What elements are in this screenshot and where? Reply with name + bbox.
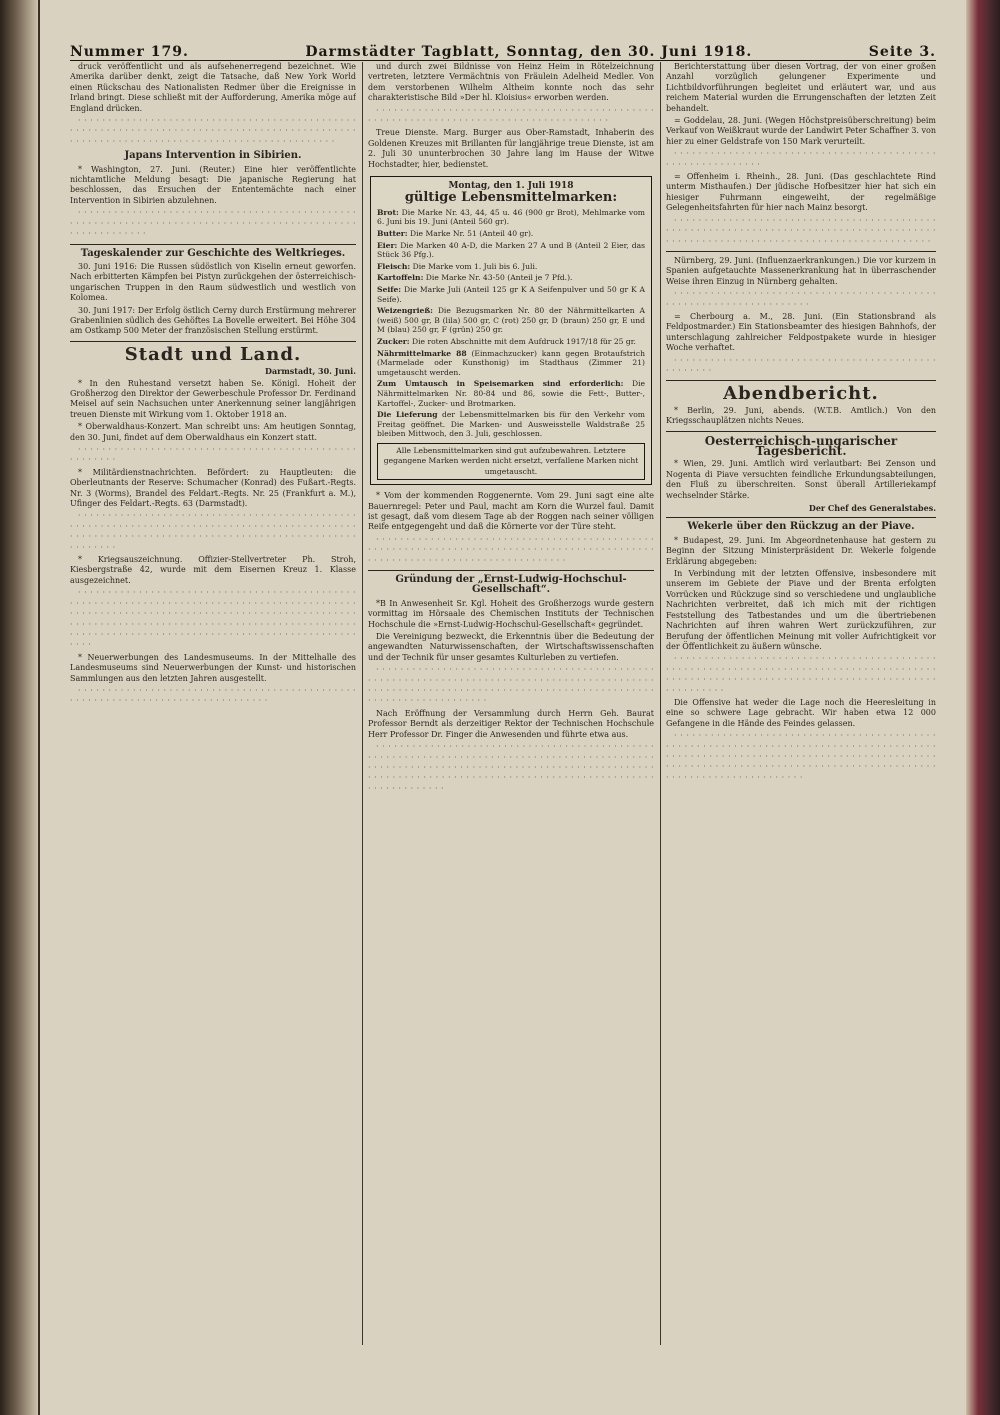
article-text-continuation: · · · · · · · · · · · · · · · · · · · · · · · · · · · · · · · · · · · · · · · · · · · · · · · · · · · · · · · · · · · · · · · · · · · · · · · · · · · · · · · (70, 685, 356, 706)
article-text-continuation: · · · · · · · · · · · · · · · · · · · · · · · · · · · · · · · · · · · · · · · · · · · · · · · · · · · · · · · · · · · · · · · · · · · · · · · · · · · · · · · · · · · · · · · · · · · · · · · · · · · · · · · · · · · · · · · · · · · · · · · · · · · · · · · · · · · · · · · · · · · · · (666, 654, 936, 695)
ration-item-label: Weizengrieß: (377, 306, 433, 316)
article-text-continuation: · · · · · · · · · · · · · · · · · · · · · · · · · · · · · · · · · · · · · · · · · · · · · · · · · · · · · · · · · · · · · · · · · · · · · · · · · · · · · · · · · · · · · · · · · · · · · · · · · · · · · · · · · · · · · · · · · · · · · · · · · · · · · · · · · · · · · · · · · (70, 116, 356, 146)
article-text: *B In Anwesenheit Sr. Kgl. Hoheit des Großherzogs wurde gestern vormittag im Hörsaale des Chemischen Instituts der Technischen Hochschule die »Ernst-Ludwig-Hochschul-Gesellschaft« gegründet. (368, 598, 654, 629)
ration-item-text: Die Marke Nr. 43, 44, 45 u. 46 (900 gr Brot), Mehlmarke vom 6. Juni bis 19. Juni (Anteil 560 gr). (377, 207, 645, 227)
article-text: Die Offensive hat weder die Lage noch die Heeresleitung in eine so schwere Lage gebracht. Wir haben etwa 12 000 Gefangene in die Hände des Feindes gelassen. (666, 697, 936, 728)
ration-item-text: Die Marke Nr. 43-50 (Anteil je 7 Pfd.). (425, 273, 573, 283)
ration-item (377, 306, 645, 335)
article-heading: Oesterreichisch-ungarischer Tagesbericht. (704, 433, 898, 458)
ration-item (377, 337, 645, 347)
ration-item (377, 349, 645, 378)
article-text: In Verbindung mit der letzten Offensive, insbesondere mit unserem im Gebiete der Piave und der Brenta erfolgten Vorrücken und Rückzuge sind so verschiedene und unglaubliche Nachrichten verbreitet, daß ich mich mit der richtigen Feststellung des Tatbestandes und um die übertriebenen Nachrichten auf ihren wahren Wert zurückzuführen, zur Berufung der öffentlichen Meinung mit voller Aufrichtigkeit vor der Öffentlichkeit zu äußern wünsche. (666, 569, 936, 651)
article-heading: Tageskalender zur Geschichte des Weltkrieges. (80, 247, 346, 259)
article-text-continuation: · · · · · · · · · · · · · · · · · · · · · · · · · · · · · · · · · · · · · · · · · · · · · · · · · · · · · · · · · · · · · · · · · · · · · · · · · · · · · · · · · · · · · · · · · · · · · · · · · · · · · · · · · · · · · · · · · · · · · · · · · · · · · · · · · · · · · · · · · · · · · · · · · · · · · · · · · · · · · · · · · · · · · · · · · · · · · · · · · · · · · · · · · · · · · · · · · · · · · · · · · · · · · · · · · · · · · · · · · · · · · · · · · · · · · · · · · · · · · · (70, 588, 356, 650)
newspaper-page (40, 0, 966, 1415)
paper-title-date: Darmstädter Tagblatt, Sonntag, den 30. Juni 1918. (305, 44, 753, 60)
article-text: Nach Eröffnung der Versammlung durch Herrn Geh. Baurat Professor Berndt als derzeitiger Rektor der Technischen Hochschule Herr Professor Dr. Finger die Anwesenden und führte etwa aus. (368, 708, 654, 739)
article-text: * In den Ruhestand versetzt haben Se. Königl. Hoheit der Großherzog den Direktor der Gewerbeschule Professor Dr. Ferdinand Meisel auf sein Nachsuchen unter Anerkennung seiner langjährigen treuen Dienste mit Wirkung vom 1. Oktober 1918 an. (70, 378, 356, 419)
ration-item-text: Die Bezugsmarken Nr. 80 der Nährmittelkarten A (weiß) 500 gr, B (lila) 500 gr, C (rot) 250 gr, D (braun) 250 gr, E und M (blau) 250 gr, F (grün) 250 gr. (377, 306, 645, 335)
notice-date: Montag, den 1. Juli 1918 (448, 181, 574, 192)
ration-item-label: Butter: (377, 229, 408, 239)
ration-item (377, 410, 645, 439)
article-text: * Vom der kommenden Roggenernte. Vom 29. Juni sagt eine alte Bauernregel: Peter und Paul, macht am Korn die Wurzel faul. Damit ist gesagt, daß vom diesem Tage ab der Roggen nach seiner völligen Reife entgegengeht und daß die Körnerte vor der Türe steht. (368, 491, 654, 532)
dateline: Darmstadt, 30. Juni. (265, 366, 356, 377)
issue-number: Nummer 179. (70, 44, 189, 60)
article-text-continuation: · · · · · · · · · · · · · · · · · · · · · · · · · · · · · · · · · · · · · · · · · · · · · · · · · · · · · · · · · · · (666, 149, 936, 169)
article-text: * Berlin, 29. Juni, abends. (W.T.B. Amtlich.) Von den Kriegsschauplätzen nichts Neues. (666, 405, 936, 426)
section-rule (666, 517, 936, 518)
ration-item-text: (Einmachzucker) kann gegen Brotaufstrich (Marmelade oder Kunsthonig) im Stadthaus (Zimmer 21) umgetauscht werden. (377, 348, 646, 377)
book-spine-left (0, 0, 38, 1415)
ration-item-label: Die Lieferung (377, 410, 438, 420)
ration-item-label: Seife: (377, 285, 402, 295)
section-rule (70, 341, 356, 342)
ration-item-text: Die Marke Juli (Anteil 125 gr K A Seifenpulver und 50 gr K A Seife). (377, 285, 645, 304)
section-heading: Stadt und Land. (124, 343, 302, 365)
page-number: Seite 3. (868, 44, 936, 60)
article-text: Die Vereinigung bezweckt, die Erkenntnis über die Bedeutung der angewandten Naturwissenschaften, der Wirtschaftswissenschaften und der Technik für unser gesamtes Kulturleben zu vertiefen. (368, 632, 654, 662)
article-text-continuation: · · · · · · · · · · · · · · · · · · · · · · · · · · · · · · · · · · · · · · · · · · · · · · · · · · · · · · · · · · · · · · · · · · · · · · · · · · · · · · · · · · · · · · · · · · · · · · · · · · · · · · · · · · · · · · · · · · · · · · · · · · · · · · · · · · · · · · · · · · · · · · · · · · · · · · · · · · · · · · · · · · · · · · · · · · · · · · · · · · · · · · · · · · · · · · · · · · · · · · (666, 731, 936, 782)
article-text: = Cherbourg a. M., 28. Juni. (Ein Stationsbrand als Feldpostmarder.) Ein Stationsbeamter des hiesigen Bahnhofs, der unterschlagung zahlreicher Feldpostpakete wurde in hiesiger Woche verhaftet. (666, 311, 936, 353)
article-text: und durch zwei Bildnisse von Heinz Heim in Rötelzeichnung vertreten, letztere Vermächtnis von Fräulein Adelheid Medler. Von dem verstorbenen Wilhelm Altheim konnte noch das sehr charakteristische Bild »Der hl. Kloisius« erworben werden. (368, 62, 654, 103)
calendar-entry: 30. Juni 1917: Der Erfolg östlich Cerny durch Erstürmung mehrerer Grabenlinien südlich des Gehöftes La Bovelle erweitert. Bei Höhe 304 am Ostkamp 500 Meter der französischen Stellung erstürmt. (70, 305, 356, 336)
article-text: * Washington, 27. Juni. (Reuter.) Eine hier veröffentlichte nichtamtliche Meldung besagt: Die japanische Regierung hat beschlossen, das Ersuchen der Ententemächte nach einer Intervention in Sibirien abzulehnen. (70, 164, 356, 205)
section-rule (666, 380, 936, 381)
article-text: = Goddelau, 28. Juni. (Wegen Höchstpreisüberschreitung) beim Verkauf von Weißkraut wurde der Landwirt Peter Schaffner 3. von hier zu einer Geldstrafe von 150 Mark verurteilt. (666, 116, 936, 146)
ration-card-notice (370, 176, 652, 485)
section-heading: Abendbericht. (723, 383, 879, 405)
article-text: druck veröffentlicht und als aufsehenerregend bezeichnet. Wie Amerika darüber denkt, zeigt die Tatsache, daß New York World einen Rückschau des Nationalisten Redmer über die Ereignisse in Irland bringt. Diese schließt mit der Aufforderung, Amerika möge auf England drücken. (70, 62, 356, 113)
article-heading: Japans Intervention in Sibirien. (124, 150, 302, 162)
page-header (70, 38, 936, 61)
article-text-continuation: · · · · · · · · · · · · · · · · · · · · · · · · · · · · · · · · · · · · · · · · · · · · · · · · · · · (666, 355, 936, 375)
article-text-continuation: · · · · · · · · · · · · · · · · · · · · · · · · · · · · · · · · · · · · · · · · · · · · · · · · · · · · · · · · · · · · · · · · · · · · · · · · · · · · · · · · · · · · · · · · · · · · · · · · · · · · · · · · · · · · · · · · · · · · · · · · · · · · · · · · · · · (666, 215, 936, 246)
article-heading: Wekerle über den Rückzug an der Piave. (687, 521, 915, 533)
ration-item-label: Brot: (377, 207, 399, 217)
ration-item (377, 208, 645, 227)
book-spine-right (966, 0, 1000, 1415)
article-text-continuation: · · · · · · · · · · · · · · · · · · · · · · · · · · · · · · · · · · · · · · · · · · · · · · · · · · · · · · · · · · · · · · · · · · · · · · · · · · · · · · · · · · · · · · · · · · · · · · · · · · · · · · · · · · · · · · · · · · · · · · · · · · · · · · · · · · · · · · · · · · · · · · · · · · · · · · · · · · · · · · · · · · · · · · · · · · · · · · · · · · · · · · · · · · · · · · · · · · · · · · · · (368, 742, 654, 793)
ration-item-text: Die Marken 40 A-D, die Marken 27 A und B (Anteil 2 Eier, das Stück 36 Pfg.). (377, 240, 645, 260)
article-text-continuation: · · · · · · · · · · · · · · · · · · · · · · · · · · · · · · · · · · · · · · · · · · · · · · · · · · · · · · (70, 445, 356, 465)
ration-item-label: Kartoffeln: (377, 273, 424, 283)
column-3 (666, 62, 936, 1345)
ration-item-text: Die Marke vom 1. Juli bis 6. Juli. (412, 261, 538, 271)
section-rule (70, 244, 356, 245)
article-text: * Kriegsauszeichnung. Offizier-Stellvertreter Ph. Stroh, Kiesbergstraße 42, wurde mit dem Eisernen Kreuz 1. Klasse ausgezeichnet. (70, 555, 356, 585)
ration-item (377, 241, 645, 260)
calendar-entry: 30. Juni 1916: Die Russen südöstlich von Kiselin erneut geworfen. Nach erbitterten Kämpfen bei Pistyn zurückgehen der österreichisch-ungarischen Truppen in den Raum südwestlich und westlich von Kolomea. (70, 261, 356, 303)
ration-item-label: Zucker: (377, 337, 410, 346)
article-text-continuation: · · · · · · · · · · · · · · · · · · · · · · · · · · · · · · · · · · · · · · · · · · · · · · · · · · · · · · · · · · · · · · · · · · · · · · · · · · · · · · · · · · · · · · (368, 105, 654, 126)
column-1 (70, 62, 356, 1345)
article-text: * Budapest, 29. Juni. Im Abgeordnetenhause hat gestern zu Beginn der Sitzung Ministerpräsident Dr. Wekerle folgende Erklärung abgegeben: (666, 535, 936, 566)
signature: Der Chef des Generalstabes. (808, 503, 936, 514)
section-rule (666, 431, 936, 432)
article-text: Treue Dienste. Marg. Burger aus Ober-Ramstadt, Inhaberin des Goldenen Kreuzes mit Brillanten für langjährige treue Dienste, ist am 2. Juli 30 ununterbrochen 30 Jahre lang im Hause der Witwe Hochstadter, hier, bedienstet. (368, 128, 654, 169)
article-text: * Oberwaldhaus-Konzert. Man schreibt uns: Am heutigen Sonntag, den 30. Juni, findet auf dem Oberwaldhaus ein Konzert statt. (70, 422, 356, 442)
ration-item-text: Die Marke Nr. 51 (Anteil 40 gr). (410, 229, 534, 239)
column-rule (362, 62, 363, 1345)
ration-item-label: Fleisch: (377, 261, 411, 271)
notice-footer: Alle Lebensmittelmarken sind gut aufzubewahren. Letztere gegangene Marken werden nicht ersetzt, verfallene Marken nicht umgetauscht. (377, 443, 645, 480)
article-text-continuation: · · · · · · · · · · · · · · · · · · · · · · · · · · · · · · · · · · · · · · · · · · · · · · · · · · · · · · · · · · · · · · · · · · · · · · · · · · · · · · · · · · · · · · · · · · · · · · · · · · · · · · · · · · · · · · · · · · · · · · · · · · · · · · (368, 534, 654, 565)
ration-item (377, 285, 645, 304)
ration-item (377, 273, 645, 283)
ration-items (377, 208, 645, 439)
article-text: * Militärdienstnachrichten. Befördert: zu Hauptleuten: die Oberleutnants der Reserve: Schumacher (Konrad) des Fußart.-Regts. Nr. 3 (Worms), Brandel des Feldart.-Regts. Nr. 25 (Frankfurt a. M.), Ufinger des Feldart.-Regts. 63 (Darmstadt). (70, 467, 356, 509)
section-rule (666, 251, 936, 252)
column-2 (368, 62, 654, 1345)
article-text: * Neuerwerbungen des Landesmuseums. In der Mittelhalle des Landesmuseums sind Neuerwerbungen der Kunst- und historischen Sammlungen aus den letzten Jahren ausgestellt. (70, 652, 356, 683)
ration-item-text: Die roten Abschnitte mit dem Aufdruck 1917/18 für 25 gr. (412, 337, 636, 346)
ration-item-text: Die Nährmittelmarken Nr. 80-84 und 86, sowie die Fett-, Butter-, Kartoffel-, Zucker- und Brotmarken. (377, 379, 645, 408)
article-text: Nürnberg, 29. Juni. (Influenzaerkrankungen.) Die vor kurzem in Spanien aufgetauchte Massenerkrankung hat in überraschender Weise ihren Einzug in Nürnberg gehalten. (666, 255, 936, 286)
ration-item (377, 379, 645, 408)
article-text: * Wien, 29. Juni. Amtlich wird verlautbart: Bei Zenson und Nogenta di Piave versuchten feindliche Erkundungsabteilungen, den Fluß zu überschreiten. Sonst überall Artilleriekampf wechselnder Stärke. (666, 459, 936, 500)
notice-title: gültige Lebensmittelmarken: (404, 190, 618, 206)
ration-item-label: Eier: (377, 240, 398, 250)
article-text: = Offenheim i. Rheinh., 28. Juni. (Das geschlachtete Rind unterm Misthaufen.) Der jüdische Hofbesitzer hier hat sich ein hiesiger Fuhrmann eingeweiht, der regelmäßige Gelegenheitsfahrten für hier nach Mainz besorgt. (666, 172, 936, 213)
ration-item (377, 262, 645, 272)
article-text-continuation: · · · · · · · · · · · · · · · · · · · · · · · · · · · · · · · · · · · · · · · · · · · · · · · · · · · · · · · · · · · · · · · · · · · · · · · · · · · · · · · · · · · · · · · · · · · · · · · · · · · · · · · · · · · · · · · · · · · · · · · · · · · · · · · · · · · · · · · · · · · · · · · · · · · · (70, 511, 356, 552)
ration-item (377, 229, 645, 239)
article-text-continuation: · · · · · · · · · · · · · · · · · · · · · · · · · · · · · · · · · · · · · · · · · · · · · · · · · · · · · · · · · · · · · · · · · · · · · · · · · · · · · · · · · · · · · · · · · · · · · · · · · · · · · · · · · · · · · · · · · · · · · · · · · · · · · · · · · · · · · · · · · · · · · · · · · · · · · · · · · · · · · · · · (368, 665, 654, 706)
article-text: Berichterstattung über diesen Vortrag, der von einer großen Anzahl vorzüglich gelungener Experimente und Lichtbildvorführungen begleitet und erläutert war, und aus reichem Material wurden die Errungenschaften der letzten Zeit behandelt. (666, 62, 936, 113)
ration-item-text: der Lebensmittelmarken bis für den Verkehr vom Freitag geöffnet. Die Marken- und Ausweisstelle Waldstraße 25 bleiben Mittwoch, den 3. Juli, geschlossen. (377, 410, 645, 439)
ration-item-label: Zum Umtausch in Speisemarken sind erforderlich: (377, 379, 624, 389)
ration-item-label: Nährmittelmarke 88 (377, 348, 467, 358)
article-text-continuation: · · · · · · · · · · · · · · · · · · · · · · · · · · · · · · · · · · · · · · · · · · · · · · · · · · · · · · · · · · · · · · · · · · · · · · · · · · · · · · · · · · · · · · · · · · · · · · · · · · · · · · · · · · (70, 208, 356, 239)
column-rule (660, 62, 661, 1345)
article-heading: Gründung der „Ernst-Ludwig-Hochschul-Gesellschaft“. (395, 574, 627, 596)
section-rule (368, 570, 654, 571)
article-text-continuation: · · · · · · · · · · · · · · · · · · · · · · · · · · · · · · · · · · · · · · · · · · · · · · · · · · · · · · · · · · · · · · · · · · · (666, 289, 936, 309)
